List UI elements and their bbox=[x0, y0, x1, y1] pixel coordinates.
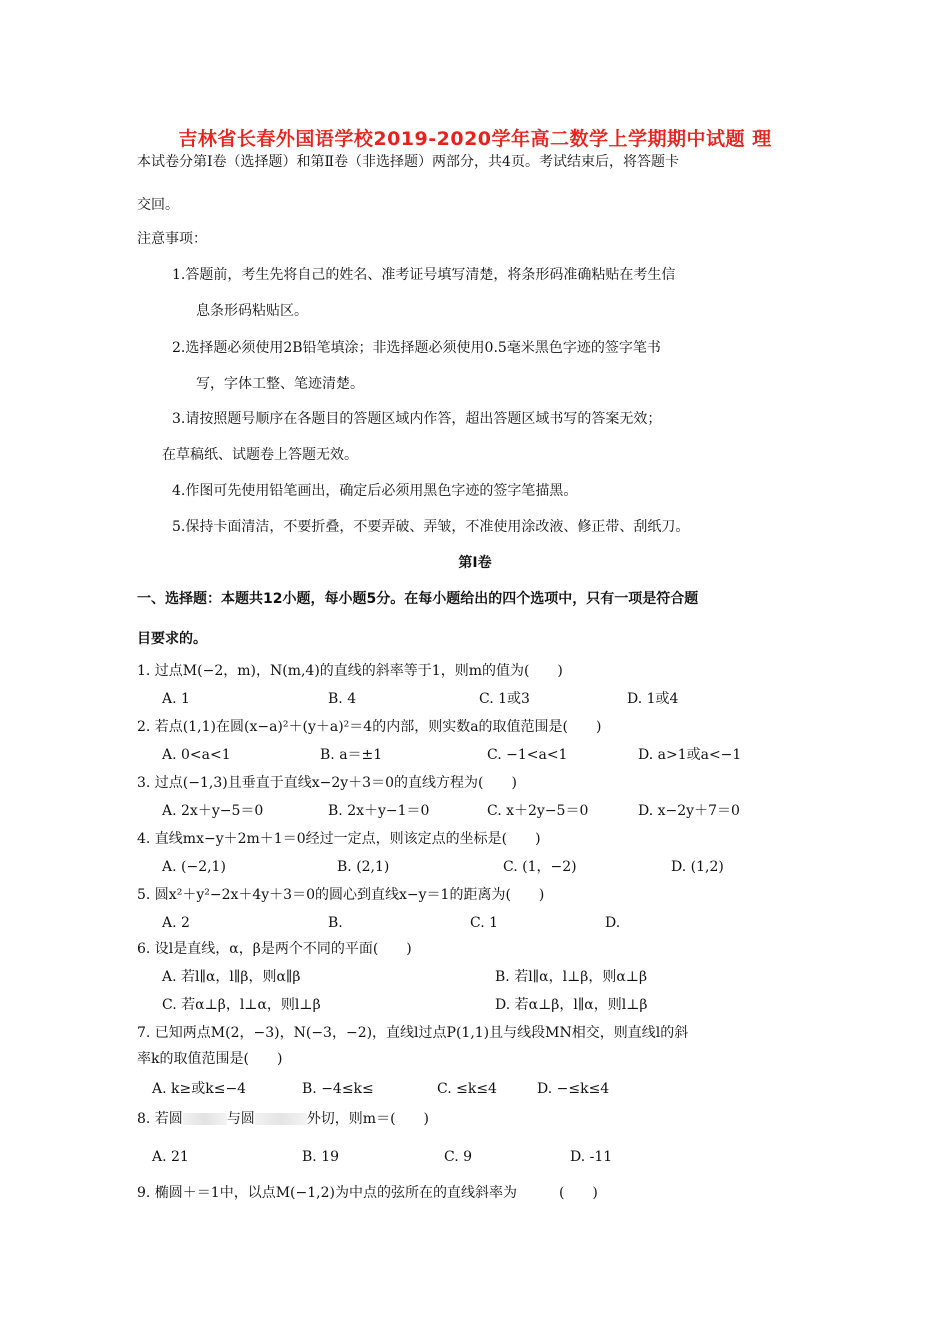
q3-option-d: D. x−2y＋7＝0 bbox=[638, 803, 740, 819]
q3-option-a: A. 2x＋y−5＝0 bbox=[162, 803, 264, 819]
question-8-stem bbox=[137, 1110, 429, 1128]
q1-option-b: B. 4 bbox=[328, 691, 357, 707]
q6-option-a: A. 若l∥α，l∥β，则α∥β bbox=[162, 969, 301, 985]
q4-option-d: D. (1,2) bbox=[671, 859, 724, 875]
q2-option-d: D. a>1或a<−1 bbox=[638, 747, 742, 763]
q7-option-d: D. −≤k≤4 bbox=[537, 1081, 610, 1097]
question-9-stem: 9. 椭圆＋＝1中，以点M(−1,2)为中点的弦所在的直线斜率为 ( ) bbox=[137, 1185, 598, 1201]
q8-option-b: B. 19 bbox=[302, 1149, 340, 1165]
exam-title: 吉林省长春外国语学校2019-2020学年高二数学上学期期中试题 理 bbox=[178, 128, 772, 150]
notice-heading: 注意事项： bbox=[137, 231, 207, 247]
q4-option-a: A. (−2,1) bbox=[162, 859, 226, 875]
q5-option-b: B. bbox=[328, 915, 343, 931]
notice-item-1: 1.答题前，考生先将自己的姓名、准考证号填写清楚，将条形码准确粘贴在考生信 bbox=[172, 267, 676, 283]
question-7-stem: 7. 已知两点M(2，−3)，N(−3，−2)，直线l过点P(1,1)且与线段MN相交，则直线l的斜 bbox=[137, 1025, 689, 1041]
q8-stem-end: 外切，则m＝( ) bbox=[306, 1111, 430, 1127]
q3-option-b: B. 2x＋y−1＝0 bbox=[328, 803, 430, 819]
notice-item-3: 3.请按照题号顺序在各题目的答题区域内作答，超出答题区域书写的答案无效； bbox=[172, 411, 662, 427]
q4-option-c: C. (1，−2) bbox=[503, 859, 577, 875]
q1-option-d: D. 1或4 bbox=[627, 691, 679, 707]
section1-line-1: 一、选择题：本题共12小题，每小题5分。在每小题给出的四个选项中，只有一项是符合题 bbox=[137, 591, 699, 607]
q8-formula-image-2 bbox=[255, 1113, 307, 1125]
q8-option-a: A. 21 bbox=[152, 1149, 189, 1165]
question-2-stem: 2. 若点(1,1)在圆(x−a)²＋(y＋a)²＝4的内部，则实数a的取值范围是( ) bbox=[137, 719, 602, 735]
intro-line-1: 本试卷分第Ⅰ卷（选择题）和第Ⅱ卷（非选择题）两部分，共4页。考试结束后，将答题卡 bbox=[137, 154, 679, 170]
notice-item-3-cont: 在草稿纸、试题卷上答题无效。 bbox=[162, 447, 358, 463]
q8-stem-middle: 与圆 bbox=[226, 1111, 255, 1127]
intro-line-2: 交回。 bbox=[137, 197, 179, 213]
notice-item-2-cont: 写，字体工整、笔迹清楚。 bbox=[196, 376, 364, 392]
notice-item-1-cont: 息条形码粘贴区。 bbox=[196, 303, 308, 319]
q2-option-b: B. a＝±1 bbox=[320, 747, 383, 763]
q5-option-d: D. bbox=[605, 915, 621, 931]
question-6-stem: 6. 设l是直线，α，β是两个不同的平面( ) bbox=[137, 941, 412, 957]
q6-option-b: B. 若l∥α，l⊥β，则α⊥β bbox=[495, 969, 648, 985]
notice-item-4: 4.作图可先使用铅笔画出，确定后必须用黑色字迹的签字笔描黑。 bbox=[172, 483, 578, 499]
question-4-stem: 4. 直线mx−y＋2m＋1＝0经过一定点，则该定点的坐标是( ) bbox=[137, 831, 541, 847]
notice-item-2: 2.选择题必须使用2B铅笔填涂；非选择题必须使用0.5毫米黑色字迹的签字笔书 bbox=[172, 340, 661, 356]
q8-formula-image-1 bbox=[183, 1113, 227, 1125]
q4-option-b: B. (2,1) bbox=[337, 859, 390, 875]
q6-option-c: C. 若α⊥β，l⊥α，则l⊥β bbox=[162, 997, 321, 1013]
question-5-stem: 5. 圆x²＋y²−2x＋4y＋3＝0的圆心到直线x−y＝1的距离为( ) bbox=[137, 887, 545, 903]
q7-option-c: C. ≤k≤4 bbox=[437, 1081, 497, 1097]
q8-option-d: D. -11 bbox=[570, 1149, 613, 1165]
q8-stem-start: 8. 若圆 bbox=[137, 1111, 183, 1127]
q2-option-a: A. 0<a<1 bbox=[162, 747, 231, 763]
q5-option-c: C. 1 bbox=[470, 915, 499, 931]
q2-option-c: C. −1<a<1 bbox=[487, 747, 568, 763]
question-3-stem: 3. 过点(−1,3)且垂直于直线x−2y＋3＝0的直线方程为( ) bbox=[137, 775, 517, 791]
q1-option-c: C. 1或3 bbox=[479, 691, 530, 707]
q7-option-a: A. k≥或k≤−4 bbox=[152, 1081, 247, 1097]
q6-option-d: D. 若α⊥β，l∥α，则l⊥β bbox=[495, 997, 648, 1013]
q5-option-a: A. 2 bbox=[162, 915, 190, 931]
question-7-stem-cont: 率k的取值范围是( ) bbox=[137, 1051, 283, 1067]
q3-option-c: C. x＋2y−5＝0 bbox=[487, 803, 589, 819]
section1-line-2: 目要求的。 bbox=[137, 631, 207, 647]
question-1-stem: 1. 过点M(−2，m)，N(m,4)的直线的斜率等于1，则m的值为( ) bbox=[137, 663, 563, 679]
q8-option-c: C. 9 bbox=[444, 1149, 473, 1165]
notice-item-5: 5.保持卡面清洁，不要折叠，不要弄破、弄皱，不准使用涂改液、修正带、刮纸刀。 bbox=[172, 519, 690, 535]
part1-title: 第Ⅰ卷 bbox=[458, 555, 492, 571]
q7-option-b: B. −4≤k≤ bbox=[302, 1081, 374, 1097]
q1-option-a: A. 1 bbox=[162, 691, 190, 707]
